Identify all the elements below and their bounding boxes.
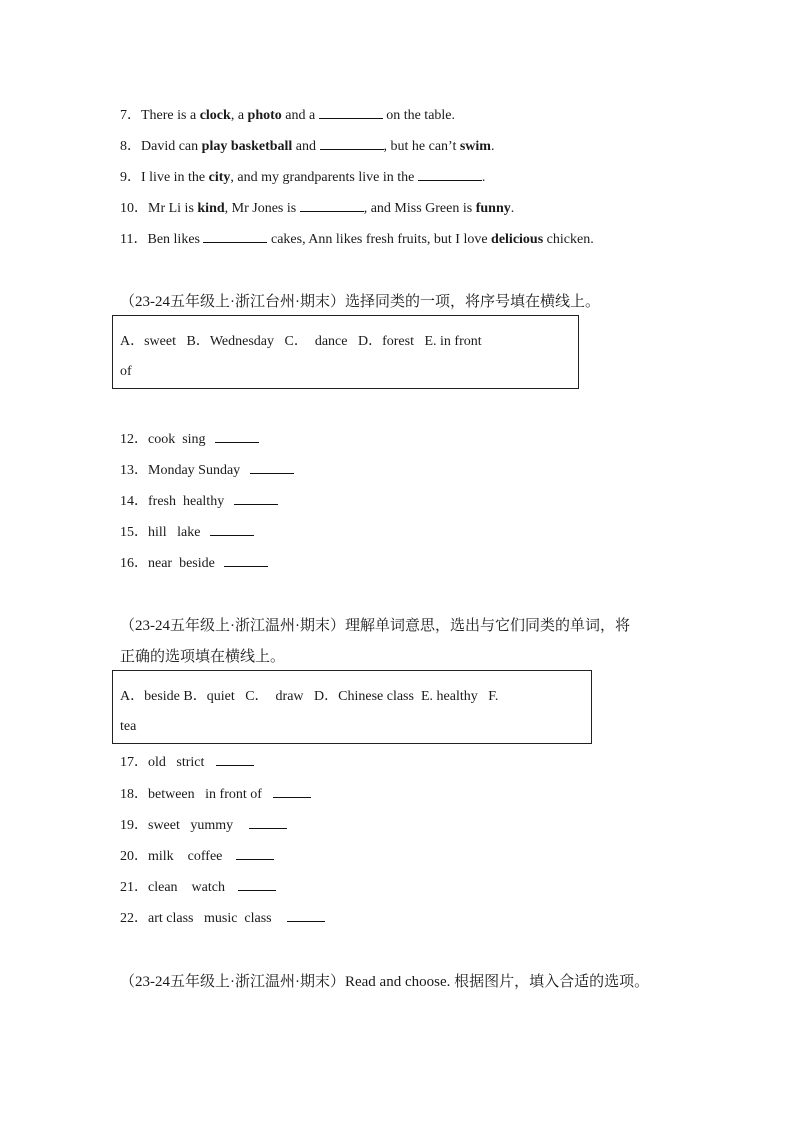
question-7 xyxy=(120,104,455,124)
question-text: art class music class xyxy=(148,911,272,926)
question-number: 18． xyxy=(120,787,148,802)
question-text: cook sing xyxy=(148,432,206,447)
bold-word: photo xyxy=(247,108,282,123)
question-22 xyxy=(120,907,325,927)
question-text: , and my grandparents live in the xyxy=(230,170,418,185)
bold-word: city xyxy=(208,170,231,185)
bold-word: funny xyxy=(475,201,511,216)
question-number: 10． xyxy=(120,201,148,216)
question-number: 19． xyxy=(120,818,148,833)
question-number: 17． xyxy=(120,755,148,770)
question-text: Ben likes xyxy=(147,232,204,247)
question-18 xyxy=(120,783,311,803)
answer-blank[interactable] xyxy=(203,230,267,243)
bold-word: clock xyxy=(199,108,231,123)
question-text: on the table. xyxy=(382,108,456,123)
options-box xyxy=(112,670,592,744)
answer-blank[interactable] xyxy=(320,137,384,150)
question-13 xyxy=(120,459,294,479)
answer-blank[interactable] xyxy=(216,753,254,766)
bold-word: swim xyxy=(459,139,491,154)
question-number: 12． xyxy=(120,432,148,447)
question-number: 21． xyxy=(120,880,148,895)
question-8 xyxy=(120,135,494,155)
question-text: old strict xyxy=(148,755,205,770)
question-number: 16． xyxy=(120,556,148,571)
answer-blank[interactable] xyxy=(210,523,254,536)
question-text: near beside xyxy=(148,556,215,571)
section-heading-continued: 正确的选项填在横线上。 xyxy=(120,649,286,665)
question-19 xyxy=(120,814,287,834)
question-text: There is a xyxy=(141,108,200,123)
question-text: , but he can’t xyxy=(383,139,460,154)
question-text: and a xyxy=(281,108,319,123)
question-number: 22． xyxy=(120,911,148,926)
answer-blank[interactable] xyxy=(250,461,294,474)
question-number: 7． xyxy=(120,108,141,123)
question-12 xyxy=(120,428,259,448)
question-text: sweet yummy xyxy=(148,818,234,833)
answer-blank[interactable] xyxy=(234,492,278,505)
options-line: A．sweet B．Wednesday C． dance D．forest E. in front xyxy=(120,334,482,349)
question-text: cakes, Ann likes fresh fruits, but I love xyxy=(267,232,492,247)
question-text: , a xyxy=(230,108,248,123)
question-text: . xyxy=(481,170,486,185)
bold-word: play basketball xyxy=(201,139,293,154)
question-20 xyxy=(120,845,274,865)
question-text: milk coffee xyxy=(148,849,223,864)
question-16 xyxy=(120,552,268,572)
question-text: . xyxy=(510,201,515,216)
question-15 xyxy=(120,521,254,541)
question-text: between in front of xyxy=(148,787,262,802)
answer-blank[interactable] xyxy=(224,554,268,567)
question-text: . xyxy=(490,139,495,154)
options-line: of xyxy=(120,364,132,379)
question-17 xyxy=(120,751,254,771)
options-line: A．beside B．quiet C． draw D．Chinese class E. healthy F. xyxy=(120,689,499,704)
question-number: 11． xyxy=(120,232,148,247)
section-heading: （23-24五年级上·浙江台州·期末）选择同类的一项，将序号填在横线上。 xyxy=(120,294,600,310)
question-number: 8． xyxy=(120,139,141,154)
question-text: , and Miss Green is xyxy=(363,201,476,216)
question-number: 9． xyxy=(120,170,141,185)
question-number: 15． xyxy=(120,525,148,540)
question-14 xyxy=(120,490,278,510)
question-text: Mr Li is xyxy=(148,201,198,216)
bold-word: kind xyxy=(197,201,225,216)
answer-blank[interactable] xyxy=(236,847,274,860)
question-number: 14． xyxy=(120,494,148,509)
question-11 xyxy=(120,228,594,248)
bold-word: delicious xyxy=(491,232,544,247)
question-text: David can xyxy=(141,139,202,154)
answer-blank[interactable] xyxy=(300,199,364,212)
question-number: 13． xyxy=(120,463,148,478)
question-number: 20． xyxy=(120,849,148,864)
question-text: and xyxy=(292,139,320,154)
question-9 xyxy=(120,166,485,186)
question-text: I live in the xyxy=(141,170,209,185)
question-text: , Mr Jones is xyxy=(224,201,300,216)
question-text: hill lake xyxy=(148,525,201,540)
question-21 xyxy=(120,876,276,896)
answer-blank[interactable] xyxy=(249,816,287,829)
question-10 xyxy=(120,197,514,217)
answer-blank[interactable] xyxy=(287,909,325,922)
question-text: fresh healthy xyxy=(148,494,225,509)
options-line: tea xyxy=(120,719,137,734)
options-box xyxy=(112,315,579,389)
answer-blank[interactable] xyxy=(238,878,276,891)
answer-blank[interactable] xyxy=(273,785,311,798)
question-text: chicken. xyxy=(543,232,594,247)
answer-blank[interactable] xyxy=(319,106,383,119)
answer-blank[interactable] xyxy=(418,168,482,181)
answer-blank[interactable] xyxy=(215,430,259,443)
question-text: clean watch xyxy=(148,880,225,895)
section-heading: （23-24五年级上·浙江温州·期末）Read and choose. 根据图片，填入合适的选项。 xyxy=(120,974,650,990)
section-heading: （23-24五年级上·浙江温州·期末）理解单词意思，选出与它们同类的单词，将 xyxy=(120,618,630,634)
question-text: Monday Sunday xyxy=(148,463,241,478)
